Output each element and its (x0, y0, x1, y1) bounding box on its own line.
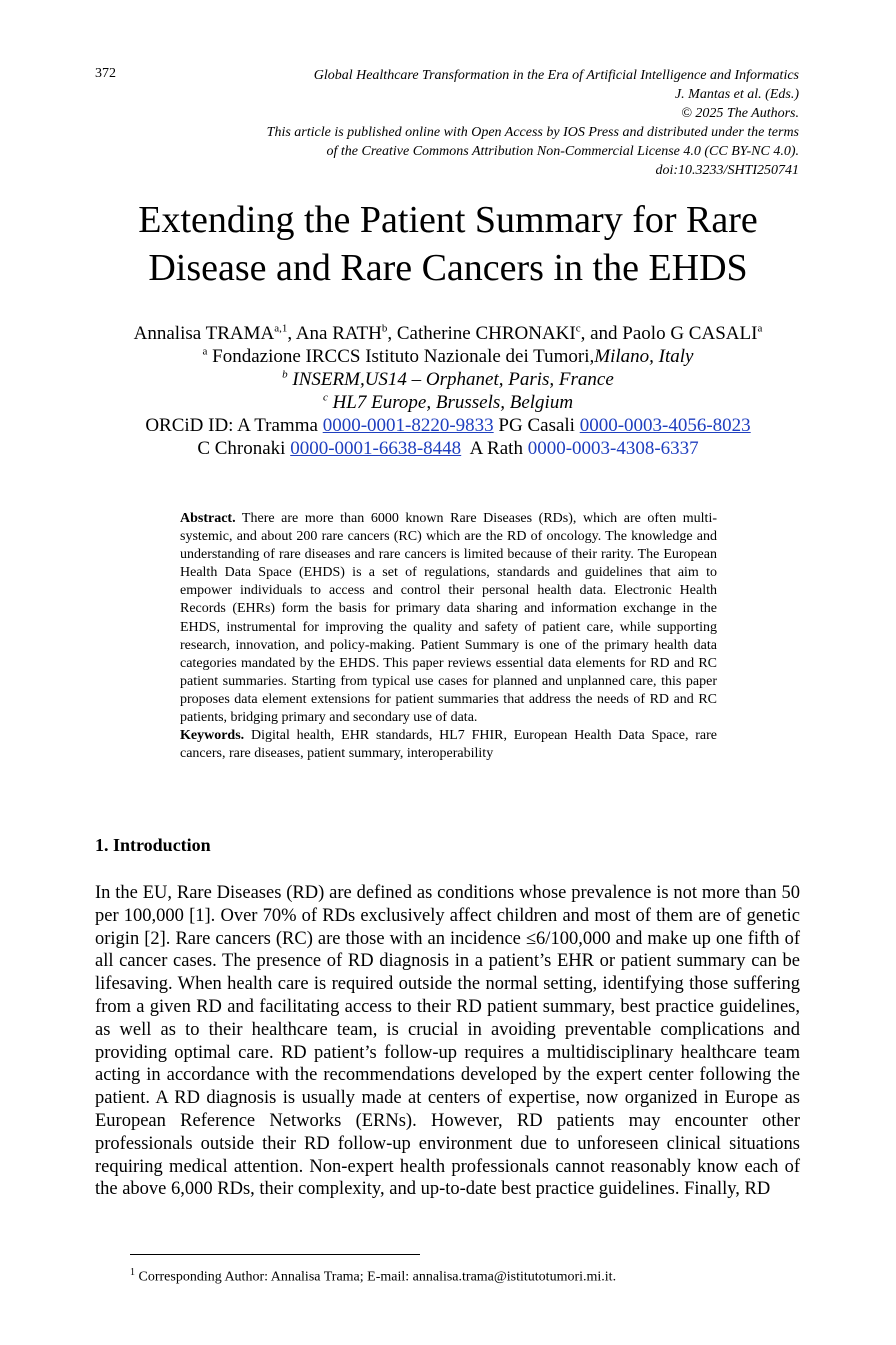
author-chronaki: , Catherine CHRONAKI (387, 323, 576, 344)
header-copyright: © 2025 The Authors. (681, 106, 799, 121)
abstract-paragraph (180, 510, 717, 727)
orcid-rath-label: A Rath (461, 438, 528, 459)
title-line-2: Disease and Rare Cancers in the EHDS (148, 247, 748, 289)
author-trama: Annalisa TRAMA (133, 323, 275, 344)
footnote-marker: 1 (130, 1267, 135, 1278)
affiliation-b-text: INSERM,US14 – Orphanet, Paris, France (287, 369, 614, 390)
affiliation-b-marker: b (282, 368, 288, 381)
page-number: 372 (95, 66, 116, 81)
author-casali: , and Paolo G CASALI (580, 323, 758, 344)
header-license-line-1: This article is published online with Open Access by IOS Press and distributed under the terms (266, 125, 799, 140)
keywords-label: Keywords. (180, 728, 245, 744)
orcid-link-rath[interactable]: 0000-0003-4308-6337 (527, 438, 699, 459)
header-book-title: Global Healthcare Transformation in the Era of Artificial Intelligence and Informatics (313, 68, 799, 83)
publication-header (159, 66, 799, 180)
paper-title (60, 196, 836, 292)
orcid-casali-label: PG Casali (493, 415, 580, 436)
author-trama-affiliation: a,1 (274, 322, 288, 335)
orcid-link-chronaki[interactable]: 0000-0001-6638-8448 (290, 438, 462, 459)
authors-block (40, 322, 856, 460)
orcid-link-casali[interactable]: 0000-0003-4056-8023 (579, 415, 751, 436)
orcid-link-trama[interactable]: 0000-0001-8220-9833 (322, 415, 494, 436)
affiliation-b (40, 368, 856, 391)
footnote-divider (130, 1254, 420, 1255)
header-editors: J. Mantas et al. (Eds.) (674, 87, 799, 102)
header-doi: doi:10.3233/SHTI250741 (655, 163, 799, 178)
affiliation-a-marker: a (202, 345, 208, 358)
author-list (40, 322, 856, 345)
title-line-1: Extending the Patient Summary for Rare (138, 199, 758, 241)
orcid-chronaki-label: C Chronaki (197, 438, 291, 459)
footnote-text: Corresponding Author: Annalisa Trama; E-mail: annalisa.trama@istitutotumori.mi.it. (135, 1269, 617, 1285)
abstract-text: There are more than 6000 known Rare Diseases (RDs), which are often multi-systemic, and about 200 rare cancers (RC) which are the RD of oncology. The knowledge and understanding of rare diseases and rare cancers is limited because of their rarity. The European Health Data Space (EHDS) is a set of regulations, standards and guidelines that aim to empower individuals to access and control their personal health data. Electronic Health Records (EHRs) form the basis for primary data sharing and information exchange in the EHDS, instrumental for improving the quality and safety of patient care, while supporting research, innovation, and policy-making. Patient Summary is one of the primary health data categories mandated by the EHDS. This paper reviews essential data elements for RD and RC patient summaries. Starting from typical use cases for planned and unplanned care, this paper proposes data element extensions for patient summaries that address the needs of RD and RC patients, bridging primary and secondary use of data. (180, 511, 717, 726)
orcid-label: ORCiD ID: A Tramma (145, 415, 323, 436)
keywords-text: Digital health, EHR standards, HL7 FHIR, European Health Data Space, rare cancers, rare diseases, patient summary, interoperability (180, 728, 717, 762)
header-license-line-2: of the Creative Commons Attribution Non-Commercial License 4.0 (CC BY-NC 4.0). (326, 144, 799, 159)
author-rath-affiliation: b (381, 322, 388, 335)
affiliation-c-marker: c (322, 391, 328, 404)
section-heading-introduction: 1. Introduction (95, 835, 211, 855)
affiliation-a-city: Milano, Italy (594, 346, 694, 367)
affiliation-c (40, 391, 856, 414)
affiliation-a (40, 345, 856, 368)
abstract-label: Abstract. (180, 511, 236, 526)
author-chronaki-affiliation: c (575, 322, 581, 335)
keywords-paragraph (180, 727, 717, 763)
introduction-body: In the EU, Rare Diseases (RD) are defined as conditions whose prevalence is not more than 50 per 100,000 [1]. Over 70% of RDs exclusively affect children and most of them are of genetic origin [2]. Rare cancers (RC) are those with an incidence ≤6/100,000 and make up one fifth of all cancer cases. The presence of RD diagnosis in a patient’s EHR or patient summary can be lifesaving. When health care is required outside the normal setting, identifying those suffering from a given RD and facilitating access to their RD patient summary, best practice guidelines, as well as to their healthcare team, is crucial in avoiding preventable complications and providing optimal care. RD patient’s follow-up requires a multidisciplinary healthcare team acting in accordance with the recommendations developed by the expert center following the patient. A RD diagnosis is usually made at centers of expertise, now organized in Europe as European Reference Networks (ERNs). However, RD patients may encounter other professionals outside their RD follow-up environment due to unforeseen clinical situations requiring medical attention. Non-expert health professionals cannot reasonably know each of the above 6,000 RDs, their complexity, and up-to-date best practice guidelines. Finally, RD (95, 883, 800, 1200)
affiliation-c-text: HL7 Europe, Brussels, Belgium (327, 392, 574, 413)
affiliation-a-text: Fondazione IRCCS Istituto Nazionale dei Tumori, (207, 346, 595, 367)
footnote (130, 1267, 616, 1286)
author-casali-affiliation: a (757, 322, 763, 335)
orcid-line-1 (40, 414, 856, 437)
orcid-line-2 (40, 437, 856, 460)
abstract (180, 510, 717, 763)
author-rath: , Ana RATH (287, 323, 382, 344)
